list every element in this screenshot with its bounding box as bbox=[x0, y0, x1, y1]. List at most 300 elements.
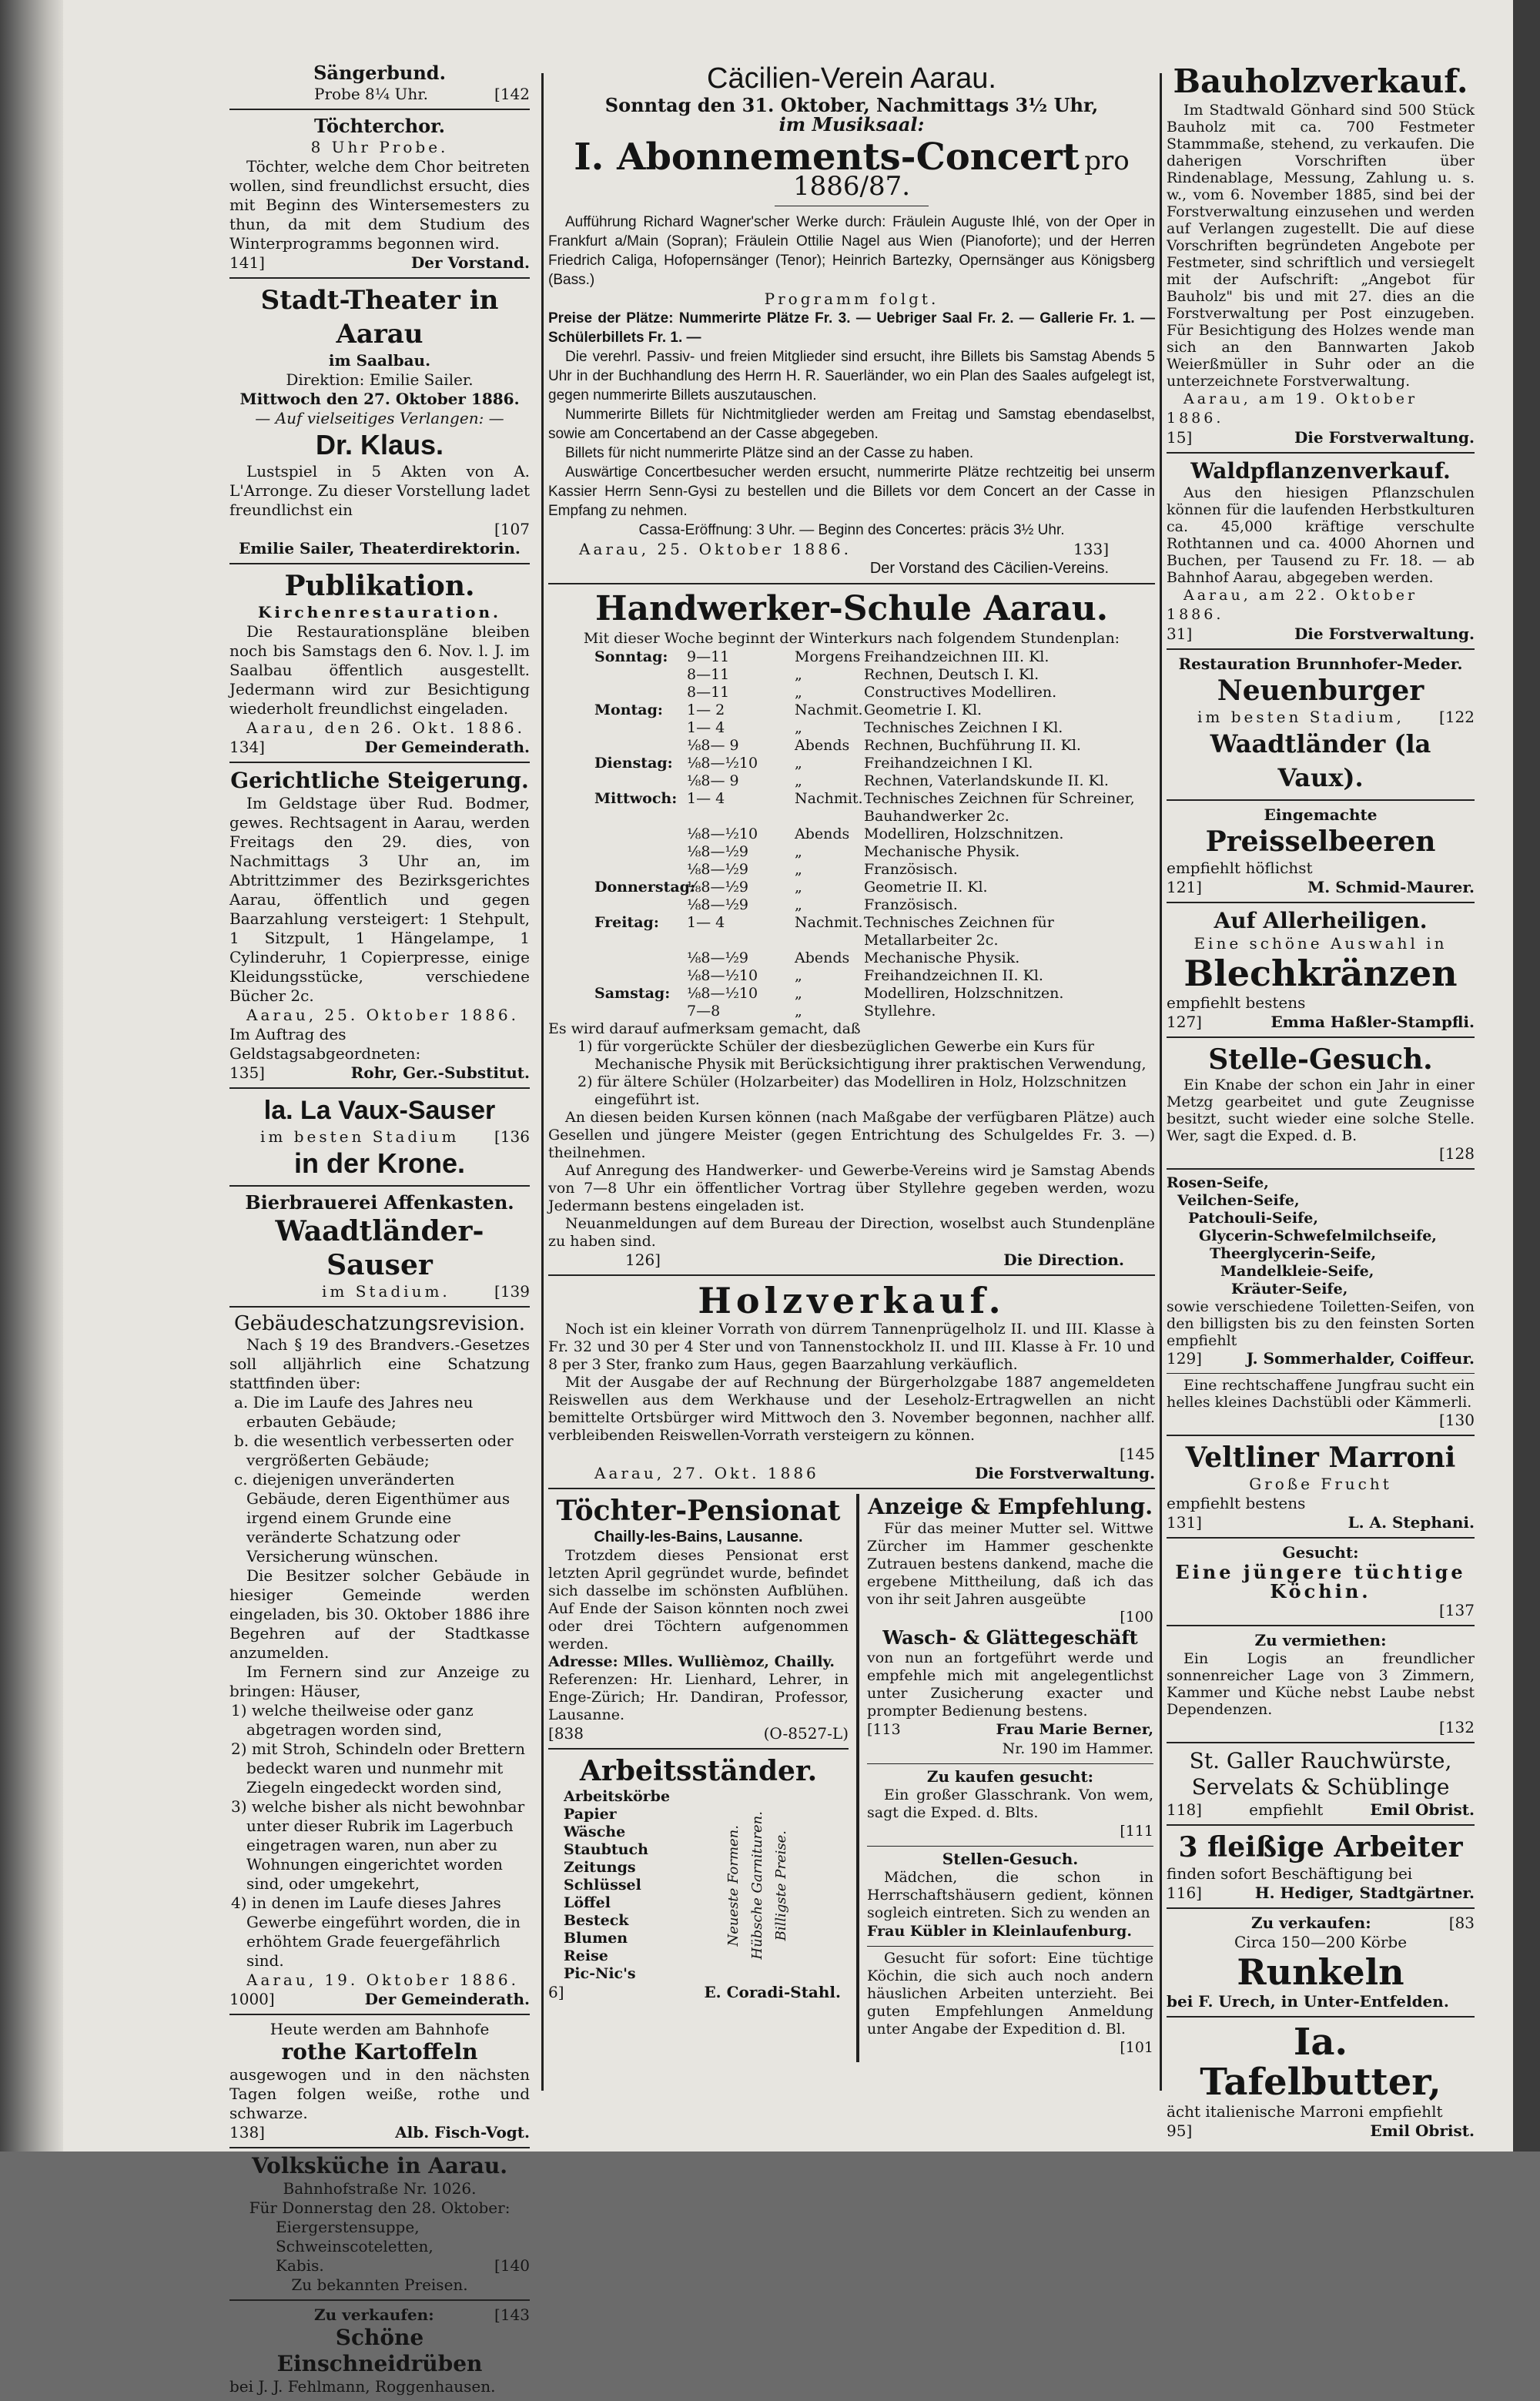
seifen-list bbox=[1167, 1174, 1475, 1298]
volkskueche-title: Volksküche in Aarau. bbox=[252, 2153, 507, 2178]
anzeige-addr: Nr. 190 im Hammer. bbox=[1002, 1740, 1153, 1757]
gallen-text: empfiehlt bbox=[1249, 1800, 1324, 1819]
affenkasten-ref: [139 bbox=[494, 1282, 530, 1301]
divider bbox=[1167, 2016, 1475, 2018]
schedule-day bbox=[594, 843, 687, 861]
schedule-time: ⅛8—½9 bbox=[687, 861, 749, 878]
schedule-time: 1— 2 bbox=[687, 702, 725, 718]
schedule-period: Abends bbox=[795, 825, 850, 842]
seifen-item: Glycerin-Schwefelmilchseife, bbox=[1199, 1227, 1437, 1244]
schedule-subject: Freihandzeichnen III. Kl. bbox=[864, 648, 1050, 665]
schedule-time: ⅛8—½10 bbox=[687, 967, 758, 984]
toechterchor-title: Töchterchor. bbox=[314, 115, 445, 137]
affenkasten-big: Waadtländer-Sauser bbox=[275, 1215, 484, 1281]
kartoffeln-text: ausgewogen und in den nächsten Tagen folgen weiße, rothe und schwarze. bbox=[229, 2065, 530, 2122]
tafelbutter-sign: Emil Obrist. bbox=[1370, 2121, 1475, 2140]
schedule-time: 1— 4 bbox=[687, 790, 725, 807]
arbeit-vert-3: Billigste Preise. bbox=[773, 1830, 789, 1941]
schedule-time: ⅛8—½9 bbox=[687, 879, 749, 896]
schedule-table bbox=[594, 648, 1155, 1020]
schedule-subject: Constructives Modelliren. bbox=[864, 684, 1057, 701]
ad-stellen bbox=[867, 1850, 1153, 1941]
einschneid-ref: [143 bbox=[494, 2306, 530, 2324]
gallen-title: St. Galler Rauchwürste, bbox=[1189, 1748, 1452, 1773]
divider bbox=[229, 277, 530, 279]
arbeit-item: Staubtuch bbox=[564, 1841, 648, 1858]
anzeige-sub: Wasch- & Glättegeschäft bbox=[882, 1626, 1138, 1649]
schedule-time: ⅛8— 9 bbox=[687, 772, 739, 789]
verein-title: Cäcilien-Verein Aarau. bbox=[707, 62, 996, 95]
koechin-ref: [101 bbox=[1120, 2039, 1153, 2056]
anzeige-p2: von nun an fortgeführt werde und empfehle mich mit angelegentlichst unter Zusicherung exacter und prompter Bedienung bestens. bbox=[867, 1649, 1153, 1720]
marroni-title: Veltliner Marroni bbox=[1185, 1442, 1456, 1474]
waldpfl-date: Aarau, am 22. Oktober 1886. bbox=[1167, 587, 1418, 623]
ad-seifen bbox=[1167, 1174, 1475, 1368]
restauration-big2: Waadtländer (la Vaux). bbox=[1210, 729, 1431, 792]
page-edge bbox=[1513, 0, 1540, 2152]
ad-koechin bbox=[867, 1950, 1153, 2058]
schedule-period: Nachmit. bbox=[795, 914, 863, 931]
ad-restauration bbox=[1167, 655, 1475, 795]
concert-date-sign: Aarau, 25. Oktober 1886. bbox=[579, 540, 852, 558]
publikation-sub: Kirchenrestauration. bbox=[258, 603, 501, 621]
schedule-period: „ bbox=[795, 1003, 802, 1020]
seifen-item: Patchouli-Seife, bbox=[1188, 1210, 1318, 1227]
divider bbox=[229, 2014, 530, 2015]
divider bbox=[1167, 1036, 1475, 1038]
schule-n1: 1) für vorgerückte Schüler der diesbezüglichen Gewerbe ein Kurs für Mechanische Physik mit Berücksichtigung ihrer praktischen Verwendung, bbox=[578, 1038, 1147, 1073]
theater-request: — Auf vielseitiges Verlangen: — bbox=[255, 409, 504, 427]
kaufen-text: Ein großer Glasschrank. Von wem, sagt die Exped. d. Blts. bbox=[867, 1787, 1153, 1821]
publikation-sign: Der Gemeinderath. bbox=[364, 738, 530, 756]
preiss-title: Preisselbeeren bbox=[1205, 825, 1436, 858]
affenkasten-title: Bierbrauerei Affenkasten. bbox=[245, 1191, 514, 1214]
steigerung-ref: 135] bbox=[229, 1063, 265, 1082]
schedule-subject: Technisches Zeichnen für Metallarbeiter 2c. bbox=[864, 914, 1054, 949]
ad-st-galler bbox=[1167, 1748, 1475, 1820]
schedule-day bbox=[594, 719, 687, 737]
vermiethen-ref: [132 bbox=[1439, 1718, 1475, 1736]
bottom-section bbox=[548, 1494, 1155, 2062]
schule-p3: Neuanmeldungen auf dem Bureau der Direction, woselbst auch Stundenpläne zu haben sind. bbox=[548, 1215, 1155, 1250]
schedule-period: „ bbox=[795, 666, 802, 683]
schedule-time: 1— 4 bbox=[687, 914, 725, 931]
divider bbox=[229, 1185, 530, 1187]
schedule-day: Samstag: bbox=[594, 985, 671, 1002]
schedule-subject: Geometrie I. Kl. bbox=[864, 702, 983, 718]
restauration-sub: im besten Stadium, bbox=[1197, 708, 1404, 726]
seifen-item: Veilchen-Seife, bbox=[1177, 1192, 1300, 1209]
gallen-sub: Servelats & Schüblinge bbox=[1191, 1774, 1450, 1800]
schedule-day: Mittwoch: bbox=[594, 790, 678, 807]
arbeit-item: Pic-Nic's bbox=[564, 1965, 636, 1982]
divider bbox=[867, 1846, 1153, 1847]
divider bbox=[1167, 452, 1475, 454]
schedule-subject: Geometrie II. Kl. bbox=[864, 879, 988, 896]
seifen-item: Mandelkleie-Seife, bbox=[1220, 1263, 1374, 1280]
ad-stelle-gesuch bbox=[1167, 1043, 1475, 1164]
ad-preisselbeeren bbox=[1167, 805, 1475, 897]
concert-p1: Die verehrl. Passiv- und freien Mitglieder sind ersucht, ihre Billets bis Samstag Abends 5 Uhr in der Buchhandlung des Herrn H. R. Sauerländer, wo ein Plan des Saales aufgelegt ist, gegen nummerirte Billets auszutauschen. bbox=[548, 349, 1155, 404]
schedule-day bbox=[594, 896, 687, 914]
schedule-day: Sonntag: bbox=[594, 648, 668, 665]
divider bbox=[548, 1274, 1155, 1276]
divider bbox=[229, 563, 530, 564]
einschneid-title: Schöne Einschneidrüben bbox=[276, 2325, 483, 2376]
sauser-title: la. La Vaux-Sauser bbox=[263, 1096, 496, 1125]
ad-vermiethen bbox=[1167, 1631, 1475, 1737]
revision-p2: Die Besitzer solcher Gebäude in hiesiger Gemeinde werden eingeladen, bis 30. Oktober 1886 ihre Begehren auf der Stadtkasse anzumelden. bbox=[229, 1566, 530, 1662]
runkeln-top: Zu verkaufen: bbox=[1251, 1914, 1371, 1932]
schule-note: Es wird darauf aufmerksam gemacht, daß bbox=[548, 1020, 861, 1037]
schule-p2: Auf Anregung des Handwerker- und Gewerbe-Vereins wird je Samstag Abends von 7—8 Uhr ein öffentlicher Vortrag über Styllehre gegeben werden, wozu Jedermann bestens eingeladen ist. bbox=[548, 1162, 1155, 1214]
schedule-time: 1— 4 bbox=[687, 719, 725, 736]
kartoffeln-ref: 138] bbox=[229, 2123, 265, 2141]
allerheiligen-text: empfiehlt bestens bbox=[1167, 993, 1306, 1012]
ad-bauholz bbox=[1167, 62, 1475, 447]
stelle-ref: [128 bbox=[1439, 1144, 1475, 1163]
divider bbox=[1167, 648, 1475, 650]
bauholz-sign: Die Forstverwaltung. bbox=[1294, 428, 1475, 447]
schedule-period: „ bbox=[795, 967, 802, 984]
divider bbox=[1167, 902, 1475, 903]
publikation-ref: 134] bbox=[229, 738, 265, 756]
runkeln-ref: [83 bbox=[1448, 1914, 1475, 1932]
arbeit-vert-2: Hübsche Garnituren. bbox=[749, 1811, 765, 1960]
divider bbox=[1167, 1907, 1475, 1909]
bauholz-text: Im Stadtwald Gönhard sind 500 Stück Bauholz mit ca. 700 Festmeter Stammmaße, stehend, zu verkaufen. Die daherigen Vorschriften über Rindenablage, Messung, Zahlung u. s. w., vom 6. November 1885, sind bei der Forstverwaltung einzusehen und werden auf Verlangen zugestellt. Die auf diese Vorschriften begründeten Angebote per Festmeter, sind schriftlich und versiegelt mit der Aufschrift: „Angebot für Bauholz" bis und mit 27. dies an die Forstverwaltung per Post einzugeben. Für Besichtigung des Holzes wende man sich an den Bannwarten Jakob Weierßmüller in Suhr oder an die unterzeichnete Forstverwaltung. bbox=[1167, 102, 1475, 390]
arbeit-vert-1: Neueste Formen. bbox=[725, 1824, 742, 1947]
schedule-day bbox=[594, 1003, 687, 1020]
concert-program: Programm folgt. bbox=[764, 290, 939, 308]
volkskueche-price: Zu bekannten Preisen. bbox=[291, 2275, 468, 2294]
divider bbox=[548, 583, 1155, 584]
arbeit-title: Arbeitsständer. bbox=[579, 1755, 818, 1787]
ad-arbeiter bbox=[1167, 1830, 1475, 1903]
seifen-item: Rosen-Seife, bbox=[1167, 1174, 1269, 1191]
allerheiligen-title: Auf Allerheiligen. bbox=[1214, 908, 1428, 933]
pensionat-code2: (O-8527-L) bbox=[763, 1724, 849, 1743]
seifen-ref: 129] bbox=[1167, 1349, 1202, 1368]
kartoffeln-title: rothe Kartoffeln bbox=[281, 2039, 478, 2064]
divider bbox=[867, 1946, 1153, 1947]
steigerung-auftrag: Im Auftrag des Geldstagsabgeordneten: bbox=[229, 1025, 421, 1063]
kartoffeln-sign: Alb. Fisch-Vogt. bbox=[395, 2123, 530, 2141]
divider bbox=[1167, 1168, 1475, 1170]
volkskueche-addr: Bahnhofstraße Nr. 1026. bbox=[283, 2179, 477, 2198]
revision-title: Gebäudeschatzungsrevision. bbox=[234, 1312, 525, 1335]
waldpfl-text: Aus den hiesigen Pflanzschulen können für die laufenden Herbstkulturen ca. 45,000 kräftige verschulte Rothtannen und ca. 4000 Ahornen und Buchen, per Tausend zu Fr. 18. — ab Bahnhof Aarau, abgegeben werden. bbox=[1167, 484, 1475, 586]
schedule-subject: Französisch. bbox=[864, 861, 958, 878]
volkskueche-ref: [140 bbox=[494, 2256, 530, 2275]
ad-marroni bbox=[1167, 1441, 1475, 1532]
schedule-time: 7—8 bbox=[687, 1003, 721, 1020]
schedule-period: Abends bbox=[795, 949, 850, 966]
restauration-title: Restauration Brunnhofer-Meder. bbox=[1178, 655, 1463, 673]
vermiethen-top: Zu vermiethen: bbox=[1254, 1631, 1387, 1649]
toechterchor-text: Töchter, welche dem Chor beitreten wollen, sind freundlichst ersucht, dies mit Beginn des Wintersemesters zu thun, da mit dem Studium des Winterprogramms begonnen wird. bbox=[229, 157, 530, 253]
schedule-period: Abends bbox=[795, 737, 850, 754]
ad-koechin-gesucht bbox=[1167, 1543, 1475, 1620]
schedule-day: Montag: bbox=[594, 702, 663, 718]
publikation-date: Aarau, den 26. Okt. 1886. bbox=[246, 718, 526, 737]
bauholz-title: Bauholzverkauf. bbox=[1173, 62, 1468, 100]
ad-caecilien-verein bbox=[548, 62, 1155, 578]
ad-pensionat bbox=[548, 1494, 849, 1743]
ad-handwerker-schule bbox=[548, 589, 1155, 1270]
schedule-subject: Freihandzeichnen II. Kl. bbox=[864, 967, 1043, 984]
schedule-subject: Technisches Zeichnen für Schreiner, Bauhandwerker 2c. bbox=[864, 790, 1135, 825]
holz-p2: Mit der Ausgabe der auf Rechnung der Bürgerholzgabe 1887 angemeldeten Reiswellen aus dem Werkhause und der Leseholz-Ertragwellen an nicht bemittelte Ortsbürger wird Mittwoch den 3. November begonnen, nachher allf. verbleibenden Reiswellen-Vorrath versteigern zu können. bbox=[548, 1374, 1155, 1444]
revision-item: b. die wesentlich verbesserten oder vergrößerten Gebäude; bbox=[234, 1432, 514, 1469]
holz-title: Holzverkauf. bbox=[698, 1280, 1006, 1321]
schedule-subject: Styllehre. bbox=[864, 1003, 936, 1020]
ad-toechterchor bbox=[229, 115, 530, 273]
schedule-subject: Französisch. bbox=[864, 896, 958, 913]
schedule-period: „ bbox=[795, 985, 802, 1002]
marroni-sub: Große Frucht bbox=[1249, 1475, 1392, 1493]
schedule-subject: Freihandzeichnen I Kl. bbox=[864, 755, 1033, 772]
schule-p1: An diesen beiden Kursen können (nach Maßgabe der verfügbaren Plätze) auch Gesellen und jüngere Meister (gegen Entrichtung des Schulgeldes Fr. 3. —) theilnehmen. bbox=[548, 1109, 1155, 1161]
schedule-time: ⅛8—½10 bbox=[687, 985, 758, 1002]
schule-n2: 2) für ältere Schüler (Holzarbeiter) das Modelliren in Holz, Holzschnitzen eingeführt ist. bbox=[578, 1073, 1127, 1108]
arbeit-item: Wäsche bbox=[564, 1823, 626, 1840]
schedule-period: Morgens bbox=[795, 648, 861, 665]
schedule-period: „ bbox=[795, 684, 802, 701]
schedule-day: Dienstag: bbox=[594, 755, 673, 772]
anzeige-ref: [100 bbox=[1120, 1609, 1153, 1626]
concert-p4: Auswärtige Concertbesucher werden ersucht, nummerirte Plätze rechtzeitig bei unserm Kassier Herrn Senn-Gysi zu bestellen und die Billets vor dem Concert an der Casse in Empfang zu nehmen. bbox=[548, 464, 1155, 519]
schedule-subject: Modelliren, Holzschnitzen. bbox=[864, 985, 1064, 1002]
einschneid-text: bei J. J. Fehlmann, Roggenhausen. bbox=[229, 2377, 496, 2396]
preiss-ref: 121] bbox=[1167, 878, 1202, 896]
concert-date: Sonntag den 31. Oktober, Nachmittags 3½ Uhr, bbox=[604, 94, 1099, 116]
holz-sign: Die Forstverwaltung. bbox=[974, 1464, 1155, 1482]
ad-waldpflanzen bbox=[1167, 458, 1475, 644]
runkeln-sub: Circa 150—200 Körbe bbox=[1234, 1933, 1408, 1951]
arbeit-ref: 6] bbox=[548, 1983, 564, 2001]
schedule-period: „ bbox=[795, 843, 802, 860]
column-right bbox=[1167, 62, 1475, 2145]
revision-item2: 4) in denen im Laufe dieses Jahres Gewerbe eingeführt worden, die in erhöhtem Grade feuergefährlich sind. bbox=[231, 1894, 521, 1970]
divider bbox=[229, 2299, 530, 2301]
arbeit-item: Schlüssel bbox=[564, 1877, 641, 1894]
steigerung-title: Gerichtliche Steigerung. bbox=[230, 768, 529, 793]
schedule-day bbox=[594, 861, 687, 879]
arbeit-item: Arbeitskörbe bbox=[564, 1788, 671, 1805]
schedule-day: Freitag: bbox=[594, 914, 659, 931]
stellen-addr: Frau Kübler in Kleinlaufenburg. bbox=[867, 1923, 1132, 1940]
schedule-period: Nachmit. bbox=[795, 702, 863, 718]
schule-intro: Mit dieser Woche beginnt der Winterkurs nach folgendem Stundenplan: bbox=[583, 630, 1120, 647]
kaufen-title: Zu kaufen gesucht: bbox=[926, 1767, 1094, 1786]
schedule-day bbox=[594, 825, 687, 843]
tafelbutter-ref: 95] bbox=[1167, 2121, 1193, 2140]
kartoffeln-top: Heute werden am Bahnhofe bbox=[270, 2020, 490, 2038]
divider bbox=[548, 1748, 849, 1750]
divider bbox=[1167, 1625, 1475, 1626]
schedule-time: ⅛8—½9 bbox=[687, 896, 749, 913]
jungfrau-text: Eine rechtschaffene Jungfrau sucht ein helles kleines Dachstübli oder Kämmerli. bbox=[1167, 1377, 1475, 1411]
schedule-period: „ bbox=[795, 896, 802, 913]
ad-volkskueche bbox=[229, 2153, 530, 2295]
column-rule-left bbox=[541, 73, 544, 2091]
binding-gutter bbox=[0, 0, 63, 2152]
holz-date: Aarau, 27. Okt. 1886 bbox=[594, 1464, 819, 1482]
revision-item2: 3) welche bisher als nicht bewohnbar unter dieser Rubrik im Lagerbuch eingetragen waren, nun aber zu Wohnungen eingerichtet worden sind, oder umgekehrt, bbox=[231, 1797, 525, 1893]
allerheiligen-big: Blechkränzen bbox=[1183, 953, 1458, 994]
concert-cassa: Cassa-Eröffnung: 3 Uhr. — Beginn des Concertes: präcis 3½ Uhr. bbox=[638, 522, 1065, 538]
concert-p2: Nummerirte Billets für Nichtmitglieder werden am Freitag und Samstag ebendaselbst, sowie am Concertabend an der Casse abgegeben. bbox=[548, 407, 1155, 442]
stelle-text: Ein Knabe der schon ein Jahr in einer Metzg gearbeitet und gute Zeugnisse besitzt, sucht wieder eine solche Stelle. Wer, sagt die Exped. d. B. bbox=[1167, 1077, 1475, 1144]
inner-rule bbox=[856, 1494, 859, 2062]
ad-affenkasten bbox=[229, 1191, 530, 1301]
jungfrau-ref: [130 bbox=[1439, 1411, 1475, 1429]
ad-anzeige bbox=[867, 1494, 1153, 1759]
concert-performers: Aufführung Richard Wagner'scher Werke durch: Fräulein Auguste Ihlé, von der Oper in Frankfurt a/Main (Sopran); Fräulein Ottilie Nagel aus Wien (Pianoforte); und der Herren Friedrich Caliga, Hofopernsänger (Tenor); Heinrich Bartezky, Opernsänger aus Königsberg (Bass.) bbox=[548, 214, 1155, 288]
schedule-day bbox=[594, 949, 687, 967]
ad-lavaux-sauser bbox=[229, 1093, 530, 1180]
schedule-period: „ bbox=[795, 772, 802, 789]
concert-sign: Der Vorstand des Cäcilien-Vereins. bbox=[869, 560, 1109, 577]
gallen-ref: 118] bbox=[1167, 1800, 1202, 1819]
arbeit-item: Papier bbox=[564, 1806, 617, 1823]
concert-ref: 133] bbox=[1073, 540, 1109, 558]
stelle-title: Stelle-Gesuch. bbox=[1208, 1043, 1433, 1076]
arbeit-list bbox=[548, 1788, 849, 1983]
arbeit-items bbox=[548, 1788, 693, 1983]
gallen-sign: Emil Obrist. bbox=[1370, 1800, 1475, 1819]
bottom-left bbox=[548, 1494, 849, 2062]
steigerung-date: Aarau, 25. Oktober 1886. bbox=[246, 1006, 520, 1024]
anzeige-title: Anzeige & Empfehlung. bbox=[867, 1494, 1153, 1519]
divider bbox=[229, 109, 530, 110]
ad-holzverkauf bbox=[548, 1281, 1155, 1483]
ad-steigerung bbox=[229, 768, 530, 1083]
divider bbox=[1167, 799, 1475, 801]
divider bbox=[548, 1488, 1155, 1489]
ad-allerheiligen bbox=[1167, 908, 1475, 1032]
theater-text: Lustspiel in 5 Akten von A. L'Arronge. Zu dieser Vorstellung ladet freundlichst ein bbox=[229, 462, 530, 519]
toechterchor-sub: 8 Uhr Probe. bbox=[310, 138, 449, 156]
schedule-time: ⅛8—½9 bbox=[687, 949, 749, 966]
schedule-day bbox=[594, 666, 687, 684]
arbeit-item: Zeitungs bbox=[564, 1859, 636, 1876]
divider bbox=[1167, 1824, 1475, 1826]
saengerbund-title: Sängerbund. bbox=[313, 62, 446, 84]
waldpfl-ref: 31] bbox=[1167, 625, 1193, 643]
tafelbutter-text: ächt italienische Marroni empfiehlt bbox=[1167, 2102, 1443, 2121]
theater-ref: [107 bbox=[494, 520, 530, 538]
holz-p1: Noch ist ein kleiner Vorrath von dürrem Tannenprügelholz II. und III. Klasse à Fr. 32 und 30 per 4 Ster und von Tannenstockholz II. und III. Klasse à Fr. 10 und 8 per 3 Ster, franko zum Haus, gegen Baarzahlung verkäuflich. bbox=[548, 1321, 1155, 1373]
schedule-subject: Rechnen, Deutsch I. Kl. bbox=[864, 666, 1040, 683]
divider bbox=[1167, 1435, 1475, 1436]
schule-sign: Die Direction. bbox=[1003, 1251, 1124, 1269]
revision-p3: Im Fernern sind zur Anzeige zu bringen: Häuser, bbox=[229, 1663, 530, 1700]
arbeiter-sign: H. Hediger, Stadtgärtner. bbox=[1254, 1884, 1475, 1902]
ad-einschneidrueben bbox=[229, 2306, 530, 2396]
anzeige-p1: Für das meiner Mutter sel. Wittwe Zürcher im Hammer geschenkte Zutrauen bestens dankend, mache die ergebene Mittheilung, daß ich das von ihr seit Jahren ausgeübte bbox=[867, 1520, 1153, 1608]
preiss-text: empfiehlt höflichst bbox=[1167, 859, 1313, 877]
waldpfl-sign: Die Forstverwaltung. bbox=[1294, 625, 1475, 643]
volkskueche-menu: Schweinscoteletten, bbox=[276, 2237, 434, 2255]
theater-direction: Direktion: Emilie Sailer. bbox=[286, 370, 474, 389]
ad-runkeln bbox=[1167, 1914, 1475, 2011]
arbeit-sign: E. Coradi-Stahl. bbox=[704, 1983, 841, 2001]
ad-tafelbutter bbox=[1167, 2022, 1475, 2141]
saengerbund-line: Probe 8¼ Uhr. bbox=[314, 85, 428, 103]
schedule-subject: Modelliren, Holzschnitzen. bbox=[864, 825, 1064, 842]
arbeit-item: Reise bbox=[564, 1947, 608, 1964]
toechterchor-ref: 141] bbox=[229, 253, 265, 272]
affenkasten-sub: im Stadium. bbox=[322, 1282, 450, 1301]
volkskueche-menu: Eiergerstensuppe, bbox=[276, 2218, 420, 2236]
arbeit-vertical bbox=[724, 1788, 849, 1983]
schedule-subject: Mechanische Physik. bbox=[864, 843, 1020, 860]
pensionat-adr: Adresse: Mlles. Wullièmoz, Chailly. bbox=[548, 1653, 835, 1670]
stellen-title: Stellen-Gesuch. bbox=[942, 1850, 1079, 1868]
theater-play: Dr. Klaus. bbox=[315, 429, 444, 460]
schule-ref: 126] bbox=[625, 1251, 661, 1269]
revision-p1: Nach § 19 des Brandvers.-Gesetzes soll alljährlich eine Schatzung stattfinden über: bbox=[229, 1335, 530, 1392]
sauser-ref: [136 bbox=[494, 1127, 530, 1146]
bauholz-date: Aarau, am 19. Oktober 1886. bbox=[1167, 390, 1418, 427]
preiss-top: Eingemachte bbox=[1264, 805, 1378, 824]
pensionat-title: Töchter-Pensionat bbox=[556, 1495, 841, 1527]
divider bbox=[1167, 1373, 1475, 1374]
revision-item: a. Die im Laufe des Jahres neu erbauten Gebäude; bbox=[234, 1393, 474, 1431]
seifen-item: Kräuter-Seife, bbox=[1231, 1281, 1348, 1298]
volkskueche-menu: Kabis. bbox=[276, 2256, 324, 2275]
schedule-time: ⅛8— 9 bbox=[687, 737, 739, 754]
seifen-item: Theerglycerin-Seife, bbox=[1210, 1245, 1377, 1262]
bauholz-ref: 15] bbox=[1167, 428, 1193, 447]
divider bbox=[229, 1306, 530, 1308]
pensionat-place: Chailly-les-Bains, Lausanne. bbox=[594, 1529, 803, 1545]
divider bbox=[1167, 1537, 1475, 1539]
marroni-text: empfiehlt bestens bbox=[1167, 1494, 1306, 1512]
marroni-ref: 131] bbox=[1167, 1513, 1202, 1532]
ad-jungfrau bbox=[1167, 1377, 1475, 1430]
schedule-subject: Technisches Zeichnen I Kl. bbox=[864, 719, 1063, 736]
schedule-day bbox=[594, 737, 687, 755]
theater-place: im Saalbau. bbox=[328, 351, 431, 370]
concert-season: pro 1886/87. bbox=[792, 146, 1130, 202]
schedule-period: „ bbox=[795, 719, 802, 736]
einschneid-top: Zu verkaufen: bbox=[314, 2306, 434, 2324]
schedule-period: Nachmit. bbox=[795, 790, 863, 807]
anzeige-ref2: [113 bbox=[867, 1721, 901, 1738]
schedule-period: „ bbox=[795, 879, 802, 896]
schedule-time: ⅛8—½10 bbox=[687, 825, 758, 842]
arbeiter-title: 3 fleißige Arbeiter bbox=[1178, 1831, 1463, 1864]
ad-saengerbund bbox=[229, 62, 530, 104]
schedule-day bbox=[594, 967, 687, 985]
steigerung-sign: Rohr, Ger.-Substitut. bbox=[350, 1063, 530, 1082]
steigerung-text: Im Geldstage über Rud. Bodmer, gewes. Rechtsagent in Aarau, werden Freitags den 29. dies, von Nachmittags 3 Uhr an, im Abtrittzimmer des Bezirksgerichtes Aarau, öffentlich und gegen Baarzahlung versteigert: 1 Stehpult, 1 Sitzpult, 1 Hängelampe, 1 Cylinderuhr, 1 Copierpresse, einige Kleidungsstücke, verschiedene Bücher 2c. bbox=[229, 794, 530, 1005]
divider bbox=[229, 762, 530, 763]
publikation-text: Die Restaurationspläne bleiben noch bis Samstags den 6. Nov. l. J. im Saalbau öffentlich ausgestellt. Jedermann wird zur Besichtigung wiederholt freundlichst eingeladen. bbox=[229, 622, 530, 718]
waldpfl-title: Waldpflanzenverkauf. bbox=[1190, 458, 1451, 484]
revision-ref: 1000] bbox=[229, 1990, 275, 2008]
pensionat-text: Trotzdem dieses Pensionat erst letzten April gegründet wurde, befindet sich dasselbe im schönsten Aufblühen. Auf Ende der Saison könnten noch zwei oder drei Töchtern aufgenommen werden. bbox=[548, 1547, 849, 1653]
tafelbutter-title: Ia. Tafelbutter, bbox=[1200, 2021, 1441, 2104]
koechin-text: Gesucht für sofort: Eine tüchtige Köchin, die sich auch noch andern häuslichen Arbeiten unterzieht. Bei guten Empfehlungen Anmeldung unter Angabe der Expedition d. Bl. bbox=[867, 1950, 1153, 2038]
allerheiligen-sub: Eine schöne Auswahl in bbox=[1194, 934, 1448, 953]
bottom-right bbox=[867, 1494, 1153, 2062]
kaufen-ref: [111 bbox=[1120, 1823, 1153, 1840]
restauration-ref: [122 bbox=[1439, 708, 1475, 726]
